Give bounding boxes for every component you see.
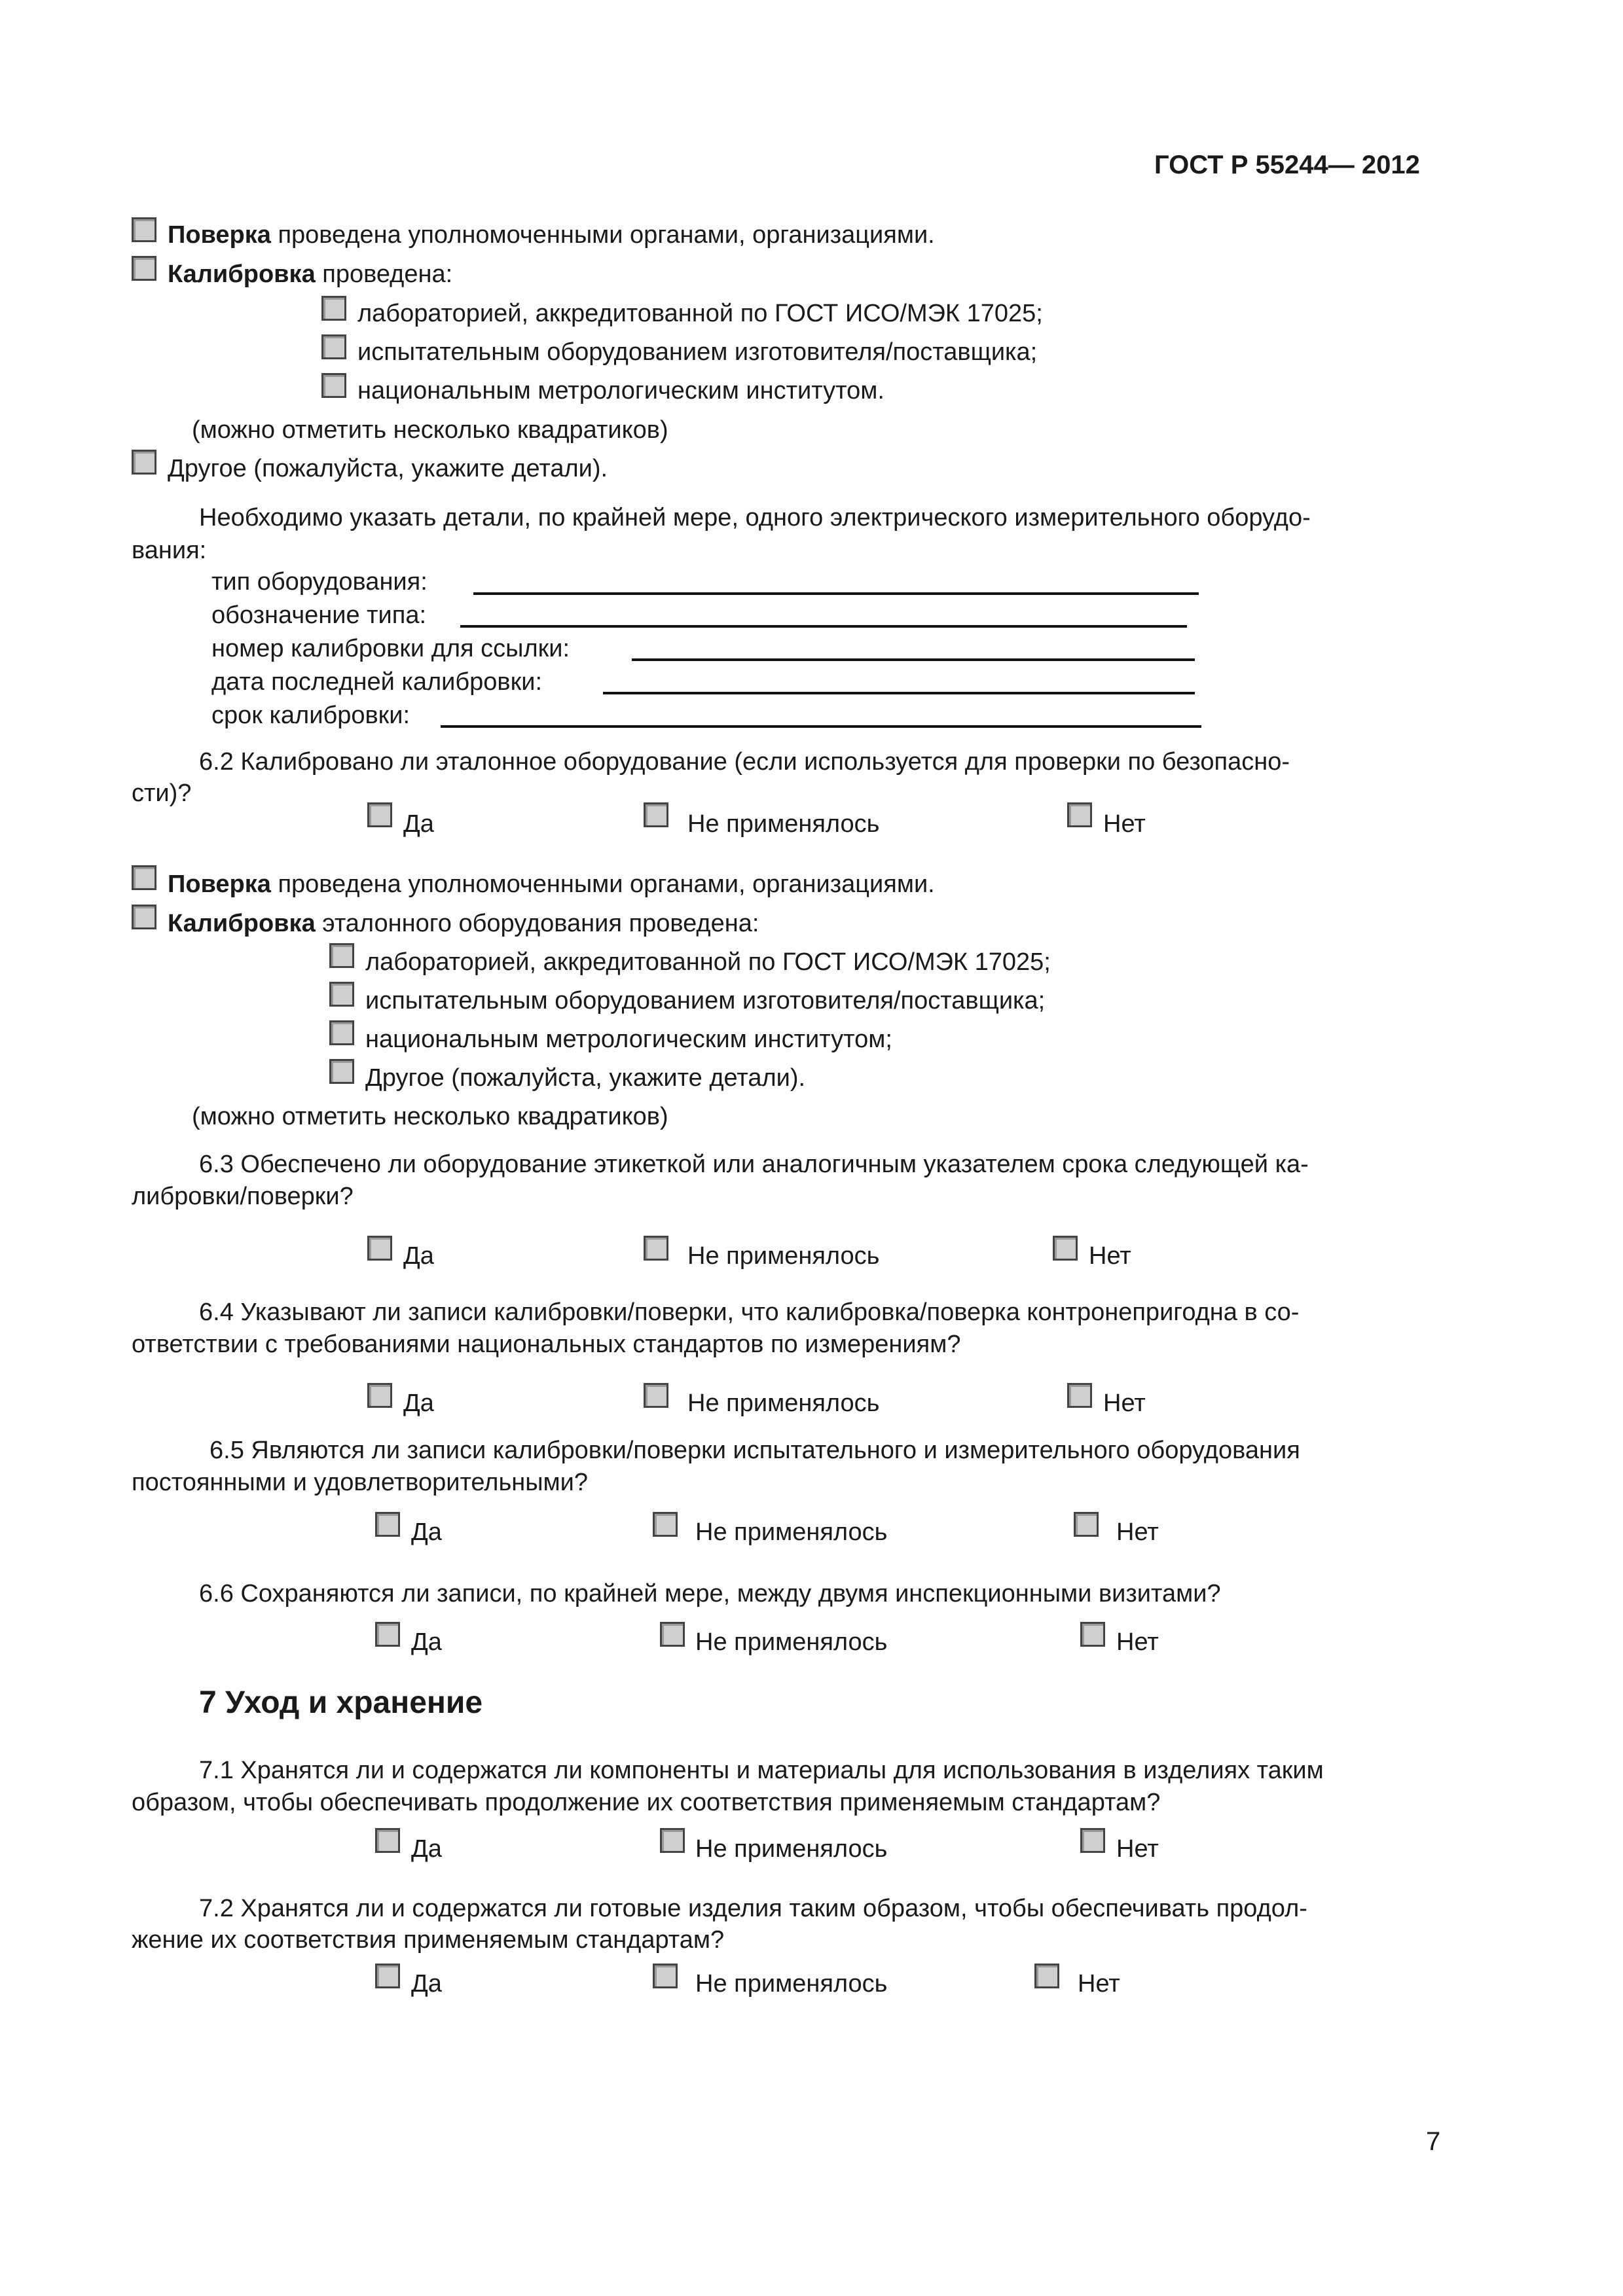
calibration2-description: эталонного оборудования проведена: [315,910,759,937]
option-accredited-lab-checkbox[interactable] [321,296,346,321]
question-6-5-line1: 6.5 Являются ли записи калибровки/поверки испытательного и измерительного оборудования [210,1437,1300,1464]
option-national-institute: национальным метрологическим институтом. [357,377,884,404]
option2-accredited-lab: лабораторией, аккредитованной по ГОСТ ИСО/МЭК 17025; [365,948,1051,976]
option-manufacturer-equipment-checkbox[interactable] [321,334,346,359]
option2-accredited-lab-checkbox[interactable] [329,943,354,968]
q71-yes-checkbox[interactable] [375,1828,400,1853]
q65-yes-checkbox[interactable] [375,1512,400,1537]
option2-national-institute-checkbox[interactable] [329,1020,354,1045]
q71-no-label: Нет [1116,1835,1159,1863]
option-accredited-lab: лабораторией, аккредитованной по ГОСТ ИСО/МЭК 17025; [357,300,1043,327]
section-7-heading: 7 Уход и хранение [199,1685,483,1720]
q72-yes-label: Да [411,1970,442,1998]
question-6-6: 6.6 Сохраняются ли записи, по крайней мере, между двумя инспекционными визитами? [199,1580,1221,1607]
q72-no-label: Нет [1078,1970,1120,1998]
verification-description: проведена уполномоченными органами, организациями. [270,221,935,249]
question-6-3-line2: либровки/поверки? [132,1183,354,1210]
q63-no-checkbox[interactable] [1053,1236,1078,1261]
q65-na-checkbox[interactable] [653,1512,678,1537]
calibration2-checkbox[interactable] [132,905,156,929]
q63-na-checkbox[interactable] [644,1236,668,1261]
question-6-2-line2: сти)? [132,780,192,807]
q64-no-label: Нет [1103,1390,1146,1417]
field-label-calibration-number: номер калибровки для ссылки: [211,635,570,662]
other-checkbox[interactable] [132,450,156,475]
option2-national-institute: национальным метрологическим институтом; [365,1026,892,1053]
option2-manufacturer-equipment-checkbox[interactable] [329,982,354,1007]
q64-na-label: Не применялось [687,1390,880,1417]
verification2-checkbox[interactable] [132,865,156,890]
field-label-calibration-period: срок калибровки: [211,702,410,729]
multiple-choice-note-2: (можно отметить несколько квадратиков) [192,1103,668,1130]
q66-na-checkbox[interactable] [660,1622,685,1647]
field-label-equipment-type: тип оборудования: [211,568,428,596]
field-line-last-calibration-date[interactable] [603,692,1195,694]
q62-na-checkbox[interactable] [644,802,668,827]
q63-yes-label: Да [403,1242,434,1270]
calibration-description: проведена: [315,260,453,288]
q63-no-label: Нет [1089,1242,1131,1270]
option-manufacturer-equipment: испытательным оборудованием изготовителя/поставщика; [357,338,1038,366]
q71-no-checkbox[interactable] [1080,1828,1105,1853]
q64-no-checkbox[interactable] [1067,1383,1092,1408]
calibration2-text [168,911,759,936]
calibration-text [168,262,452,287]
verification-checkbox[interactable] [132,217,156,242]
calibration-checkbox[interactable] [132,256,156,281]
q62-yes-checkbox[interactable] [367,802,392,827]
q71-na-checkbox[interactable] [660,1828,685,1853]
question-7-2-line2: жение их соответствия применяемым стандартам? [132,1926,725,1954]
question-6-4-line2: ответствии с требованиями национальных стандартов по измерениям? [132,1331,961,1358]
q65-yes-label: Да [411,1518,442,1546]
q66-no-label: Нет [1116,1628,1159,1656]
q66-no-checkbox[interactable] [1080,1622,1105,1647]
q72-no-checkbox[interactable] [1034,1964,1059,1988]
q65-no-label: Нет [1116,1518,1159,1546]
field-line-calibration-number[interactable] [632,658,1195,661]
question-7-1-line1: 7.1 Хранятся ли и содержатся ли компоненты и материалы для использования в изделиях таким [199,1757,1324,1784]
verification2-label: Поверка [168,870,271,898]
question-7-1-line2: образом, чтобы обеспечивать продолжение их соответствия применяемым стандартам? [132,1789,1161,1816]
q62-na-label: Не применялось [687,810,880,838]
q62-no-checkbox[interactable] [1067,802,1092,827]
verification-label: Поверка [168,221,271,249]
option2-other: Другое (пожалуйста, укажите детали). [365,1064,806,1092]
field-label-type-designation: обозначение типа: [211,601,427,629]
field-line-type-designation[interactable] [460,625,1187,628]
calibration2-label: Калибровка [168,910,316,937]
q63-yes-checkbox[interactable] [367,1236,392,1261]
page-number: 7 [1426,2127,1441,2156]
q62-no-label: Нет [1103,810,1146,838]
verification2-text [168,872,935,897]
q64-na-checkbox[interactable] [644,1383,668,1408]
verification2-description: проведена уполномоченными органами, организациями. [270,870,935,898]
option2-manufacturer-equipment: испытательным оборудованием изготовителя/поставщика; [365,987,1046,1014]
document-header: ГОСТ Р 55244— 2012 [1154,151,1420,179]
details-intro-line2: вания: [132,537,207,564]
q72-na-checkbox[interactable] [653,1964,678,1988]
option-national-institute-checkbox[interactable] [321,373,346,398]
question-6-3-line1: 6.3 Обеспечено ли оборудование этикеткой или аналогичным указателем срока следующей ка- [199,1151,1309,1178]
q72-na-label: Не применялось [695,1970,888,1998]
q64-yes-checkbox[interactable] [367,1383,392,1408]
field-line-calibration-period[interactable] [441,725,1201,728]
multiple-choice-note: (можно отметить несколько квадратиков) [192,416,668,444]
question-6-5-line2: постоянными и удовлетворительными? [132,1469,589,1496]
q66-yes-label: Да [411,1628,442,1656]
option2-other-checkbox[interactable] [329,1059,354,1084]
q72-yes-checkbox[interactable] [375,1964,400,1988]
q65-no-checkbox[interactable] [1074,1512,1099,1537]
verification-text [168,223,935,247]
q65-na-label: Не применялось [695,1518,888,1546]
q62-yes-label: Да [403,810,434,838]
calibration-label: Калибровка [168,260,316,288]
q64-yes-label: Да [403,1390,434,1417]
question-7-2-line1: 7.2 Хранятся ли и содержатся ли готовые изделия таким образом, чтобы обеспечивать продол- [199,1895,1307,1922]
q71-yes-label: Да [411,1835,442,1863]
field-label-last-calibration-date: дата последней калибровки: [211,668,543,696]
q63-na-label: Не применялось [687,1242,880,1270]
q66-na-label: Не применялось [695,1628,888,1656]
details-intro-line1: Необходимо указать детали, по крайней мере, одного электрического измерительного оборудо- [199,504,1311,531]
question-6-4-line1: 6.4 Указывают ли записи калибровки/поверки, что калибровка/поверка контронепригодна в со- [199,1299,1300,1326]
other-text: Другое (пожалуйста, укажите детали). [168,455,608,482]
q66-yes-checkbox[interactable] [375,1622,400,1647]
q71-na-label: Не применялось [695,1835,888,1863]
field-line-equipment-type[interactable] [473,592,1199,595]
question-6-2-line1: 6.2 Калибровано ли эталонное оборудование (если используется для проверки по безопасно- [199,748,1290,776]
